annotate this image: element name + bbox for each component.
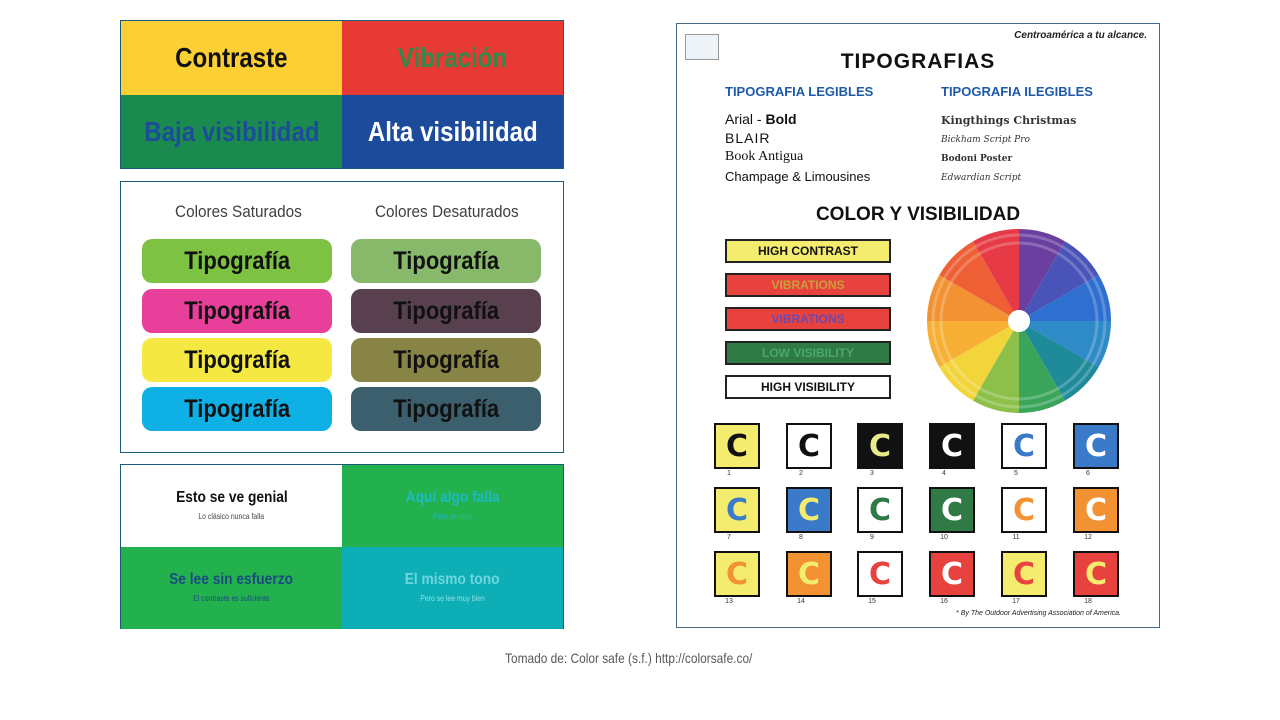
contrast-cell: Contraste <box>121 21 342 95</box>
credit-note: * By The Outdoor Advertising Association of America. <box>956 610 1121 617</box>
saturated-pill: Tipografía <box>142 338 332 382</box>
swatch-number: 10 <box>940 534 948 541</box>
color-swatch: C <box>1073 487 1119 533</box>
visibility-bar: HIGH CONTRAST <box>725 239 891 263</box>
illegible-font-item: Bodoni Poster <box>941 154 1013 164</box>
saturated-pill: Tipografía <box>142 239 332 283</box>
desaturated-pill: Tipografía <box>351 338 541 382</box>
color-swatch: C <box>929 551 975 597</box>
poster-subtitle: COLOR Y VISIBILIDAD <box>815 204 1021 225</box>
saturated-pill: Tipografía <box>142 289 332 333</box>
saturated-pill: Tipografía <box>142 387 332 431</box>
visibility-bar: HIGH VISIBILITY <box>725 375 891 399</box>
desaturated-pill: Tipografía <box>351 289 541 333</box>
swatch-number: 4 <box>942 470 946 477</box>
color-swatch: C <box>857 551 903 597</box>
visibility-bar: VIBRATIONS <box>725 273 891 297</box>
illegible-heading: TIPOGRAFIA ILEGIBLES <box>941 84 1093 99</box>
swatch-number: 11 <box>1012 534 1020 541</box>
color-swatch: C <box>1073 423 1119 469</box>
legible-font-item: Arial - Bold <box>725 111 797 127</box>
poster-tagline: Centroamérica a tu alcance. <box>1014 30 1147 41</box>
illegible-font-item: Edwardian Script <box>941 173 1022 183</box>
color-swatch: C <box>1073 551 1119 597</box>
swatch-number: 8 <box>799 534 803 541</box>
desaturated-heading: Colores Desaturados <box>375 202 519 221</box>
low-visibility-cell: Baja visibilidad <box>121 95 342 168</box>
high-visibility-cell: Alta visibilidad <box>342 95 563 168</box>
example-cell: El mismo tono Pero se lee muy bien <box>342 547 563 629</box>
illegible-font-item: Bickham Script Pro <box>941 135 1030 145</box>
swatch-number: 1 <box>727 470 731 477</box>
legible-font-item: BLAIR <box>725 130 771 146</box>
wheel-center <box>1008 310 1030 332</box>
color-swatch: C <box>714 551 760 597</box>
swatch-number: 15 <box>868 598 876 605</box>
color-swatch: C <box>929 423 975 469</box>
legible-font-item: Book Antigua <box>725 149 804 164</box>
color-swatch: C <box>1001 551 1047 597</box>
typography-poster <box>676 23 1160 628</box>
illegible-font-item: Kingthings Christmas <box>941 114 1077 127</box>
saturation-panel <box>120 181 564 453</box>
color-swatch: C <box>786 487 832 533</box>
visibility-bar: LOW VISIBILITY <box>725 341 891 365</box>
swatch-number: 5 <box>1014 470 1018 477</box>
swatch-number: 13 <box>725 598 733 605</box>
poster-title: TIPOGRAFIAS <box>840 50 996 73</box>
source-caption: Tomado de: Color safe (s.f.) http://colorsafe.co/ <box>505 650 753 666</box>
visibility-bar: VIBRATIONS <box>725 307 891 331</box>
saturated-heading: Colores Saturados <box>174 202 302 221</box>
contrast-panel <box>120 20 564 169</box>
swatch-number: 2 <box>799 470 803 477</box>
desaturated-pill: Tipografía <box>351 387 541 431</box>
color-swatch: C <box>929 487 975 533</box>
swatch-number: 3 <box>870 470 874 477</box>
swatch-number: 12 <box>1084 534 1092 541</box>
color-swatch: C <box>857 487 903 533</box>
color-swatch: C <box>714 487 760 533</box>
color-swatch: C <box>786 551 832 597</box>
desaturated-pill: Tipografía <box>351 239 541 283</box>
example-cell: Se lee sin esfuerzo El contraste es suficiente <box>121 547 342 629</box>
color-swatch: C <box>857 423 903 469</box>
legible-font-item: Champage & Limousines <box>725 169 871 184</box>
swatch-number: 16 <box>940 598 948 605</box>
color-wheel <box>924 226 1114 416</box>
example-cell: Aquí algo falla Pero se nota <box>342 465 563 547</box>
legible-heading: TIPOGRAFIA LEGIBLES <box>725 84 874 99</box>
swatch-number: 14 <box>797 598 805 605</box>
color-swatch: C <box>786 423 832 469</box>
swatch-number: 17 <box>1012 598 1020 605</box>
swatch-number: 7 <box>727 534 731 541</box>
swatch-number: 6 <box>1086 470 1090 477</box>
examples-panel <box>120 464 564 629</box>
swatch-number: 9 <box>870 534 874 541</box>
color-swatch: C <box>1001 423 1047 469</box>
swatch-number: 18 <box>1084 598 1092 605</box>
color-swatch: C <box>714 423 760 469</box>
color-swatch: C <box>1001 487 1047 533</box>
example-cell: Esto se ve genial Lo clásico nunca falla <box>121 465 342 547</box>
vibration-cell: Vibración <box>342 21 563 95</box>
